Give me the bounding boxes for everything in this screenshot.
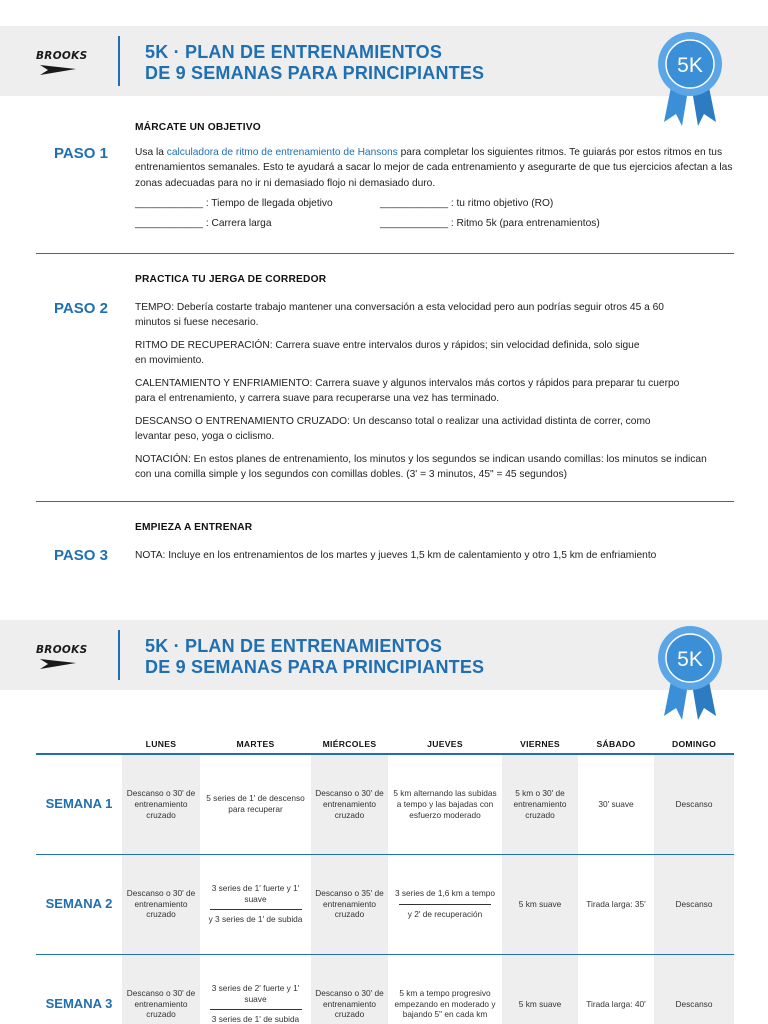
title-line-1: 5K · PLAN DE ENTRENAMIENTOS (145, 636, 443, 656)
cell-martes-part-1: 3 series de 1' fuerte y 1' suave (211, 882, 300, 904)
cell-martes (200, 854, 311, 954)
week-label: SEMANA 1 (36, 754, 122, 854)
step-3-section (0, 520, 768, 580)
goal-pace-field[interactable]: ____________ : tu ritmo objetivo (RO) (380, 198, 554, 209)
step-1-section (0, 120, 768, 250)
brand-name: BROOKS (36, 50, 88, 62)
cell-sabado: Tirada larga: 40' (578, 954, 654, 1024)
cell-domingo: Descanso (654, 954, 734, 1024)
cell-martes-part-2: 3 series de 1' de subida (211, 1014, 300, 1024)
cell-jueves (388, 854, 502, 954)
goal-finish-time-field[interactable]: ____________ : Tiempo de llegada objetivo (135, 198, 333, 209)
badge-text: 5K (677, 648, 703, 671)
brooks-chevron-icon (36, 656, 96, 672)
header-domingo: DOMINGO (654, 734, 734, 754)
step-1-body (135, 120, 735, 231)
tempo-definition: TEMPO: Debería costarte trabajo mantener una conversación a esta velocidad pero aun podrías seguir otros 45 a 60 minutos si fuese necesario. (135, 301, 664, 328)
5k-pace-field[interactable]: ____________ : Ritmo 5k (para entrenamientos) (380, 217, 600, 229)
step-2-body (135, 272, 735, 488)
step-1-heading: MÁRCATE UN OBJETIVO (135, 122, 261, 133)
header-viernes: VIERNES (502, 734, 578, 754)
brand-name: BROOKS (36, 644, 88, 656)
cell-separator (210, 1009, 302, 1010)
goal-row-1 (135, 196, 735, 212)
training-plan-table (36, 734, 734, 1024)
cell-separator (399, 904, 491, 905)
cell-miercoles: Descanso o 30' de entrenamiento cruzado (311, 754, 388, 854)
split-cell (204, 983, 307, 1024)
cell-martes (200, 954, 311, 1024)
long-run-field[interactable]: ____________ : Carrera larga (135, 217, 272, 229)
step-3-label: PASO 3 (54, 547, 108, 564)
cross-training-definition: DESCANSO O ENTRENAMIENTO CRUZADO: Un descanso total o realizar una actividad distinta de correr, como levantar peso, yoga o ciclismo. (135, 415, 651, 442)
cell-lunes: Descanso o 30' de entrenamiento cruzado (122, 754, 200, 854)
cell-domingo: Descanso (654, 854, 734, 954)
step-2-label: PASO 2 (54, 300, 108, 317)
cell-sabado: 30' suave (578, 754, 654, 854)
cell-viernes: 5 km o 30' de entrenamiento cruzado (502, 754, 578, 854)
header-second (0, 620, 768, 690)
cell-lunes: Descanso o 30' de entrenamiento cruzado (122, 954, 200, 1024)
header-lunes: LUNES (122, 734, 200, 754)
cell-martes-part-2: y 3 series de 1' de subida (208, 914, 303, 925)
badge-text: 5K (677, 54, 703, 77)
5k-medal-icon (654, 624, 726, 724)
header-empty (36, 734, 122, 754)
brooks-logo (36, 50, 96, 76)
notation-definition: NOTACIÓN: En estos planes de entrenamiento, los minutos y los segundos se indican usando comillas: los minutos se indican con una comilla simple y los segundos con comillas dobles. (3' = 3 minutos, 45" = 45 segundos) (135, 453, 707, 480)
step-3-body (135, 520, 735, 568)
cell-miercoles: Descanso o 35' de entrenamiento cruzado (311, 854, 388, 954)
step-2-heading: PRACTICA TU JERGA DE CORREDOR (135, 274, 327, 285)
week-label: SEMANA 2 (36, 854, 122, 954)
header-miercoles: MIÉRCOLES (311, 734, 388, 754)
warmup-cooldown-definition: CALENTAMIENTO Y ENFRIAMIENTO: Carrera suave y algunos intervalos más cortos y rápidos para preparar tu cuerpo para el entrenamiento, y carrera suave para recuperarse una vez has terminado. (135, 377, 680, 404)
cell-jueves: 5 km a tempo progresivo empezando en moderado y bajando 5" en cada km (388, 954, 502, 1024)
page-title (145, 42, 484, 84)
table-row (36, 754, 734, 854)
cell-separator (210, 909, 302, 910)
step-1-label: PASO 1 (54, 145, 108, 162)
cell-jueves-part-1: 3 series de 1,6 km a tempo (394, 888, 496, 899)
hansons-calculator-link[interactable]: calculadora de ritmo de entrenamiento de Hansons (166, 146, 398, 158)
header-top (0, 26, 768, 96)
brooks-logo (36, 644, 96, 670)
header-sabado: SÁBADO (578, 734, 654, 754)
cell-martes-part-1: 3 series de 2' fuerte y 1' suave (211, 982, 300, 1004)
step-1-text-before: Usa la (135, 146, 167, 158)
cell-sabado: Tirada larga: 35' (578, 854, 654, 954)
goal-row-2 (135, 216, 735, 232)
cell-viernes: 5 km suave (502, 954, 578, 1024)
recovery-pace-definition: RITMO DE RECUPERACIÓN: Carrera suave entre intervalos duros y rápidos; sin velocidad definida, solo sigue en movimiento. (135, 339, 640, 366)
divider-1 (36, 253, 734, 254)
table-row (36, 854, 734, 954)
divider-2 (36, 501, 734, 502)
cell-jueves: 5 km alternando las subidas a tempo y las bajadas con esfuerzo moderado (388, 754, 502, 854)
header-divider (118, 36, 120, 86)
header-divider (118, 630, 120, 680)
step-3-note: NOTA: Incluye en los entrenamientos de los martes y jueves 1,5 km de calentamiento y otro 1,5 km de enfriamiento (135, 549, 657, 561)
cell-miercoles: Descanso o 30' de entrenamiento cruzado (311, 954, 388, 1024)
title-line-2: DE 9 SEMANAS PARA PRINCIPIANTES (145, 657, 485, 677)
cell-domingo: Descanso (654, 754, 734, 854)
header-jueves: JUEVES (388, 734, 502, 754)
cell-viernes: 5 km suave (502, 854, 578, 954)
table-row (36, 954, 734, 1024)
title-line-1: 5K · PLAN DE ENTRENAMIENTOS (145, 42, 443, 62)
step-1-text-after: para completar los siguientes ritmos. Te guiarás por estos ritmos en tus entrenamientos semanales. Esto te ayudará a sacar lo mejor de cada entrenamiento y asegurarte de que tus ejercicios afectan a las zonas adecuadas para no ir ni demasiado flojo ni demasiado duro. (135, 146, 733, 189)
step-2-section (0, 272, 768, 492)
header-martes: MARTES (200, 734, 311, 754)
step-3-heading: EMPIEZA A ENTRENAR (135, 522, 253, 533)
cell-martes: 5 series de 1' de descenso para recuperar (200, 754, 311, 854)
split-cell (392, 888, 498, 920)
5k-medal-icon (654, 30, 726, 130)
title-line-2: DE 9 SEMANAS PARA PRINCIPIANTES (145, 63, 485, 83)
week-label: SEMANA 3 (36, 954, 122, 1024)
page-title (145, 636, 484, 678)
brooks-chevron-icon (36, 62, 96, 78)
cell-jueves-part-2: y 2' de recuperación (407, 909, 483, 919)
split-cell (204, 883, 307, 925)
cell-lunes: Descanso o 30' de entrenamiento cruzado (122, 854, 200, 954)
step-1-paragraph (135, 145, 735, 192)
table-header-row (36, 734, 734, 754)
